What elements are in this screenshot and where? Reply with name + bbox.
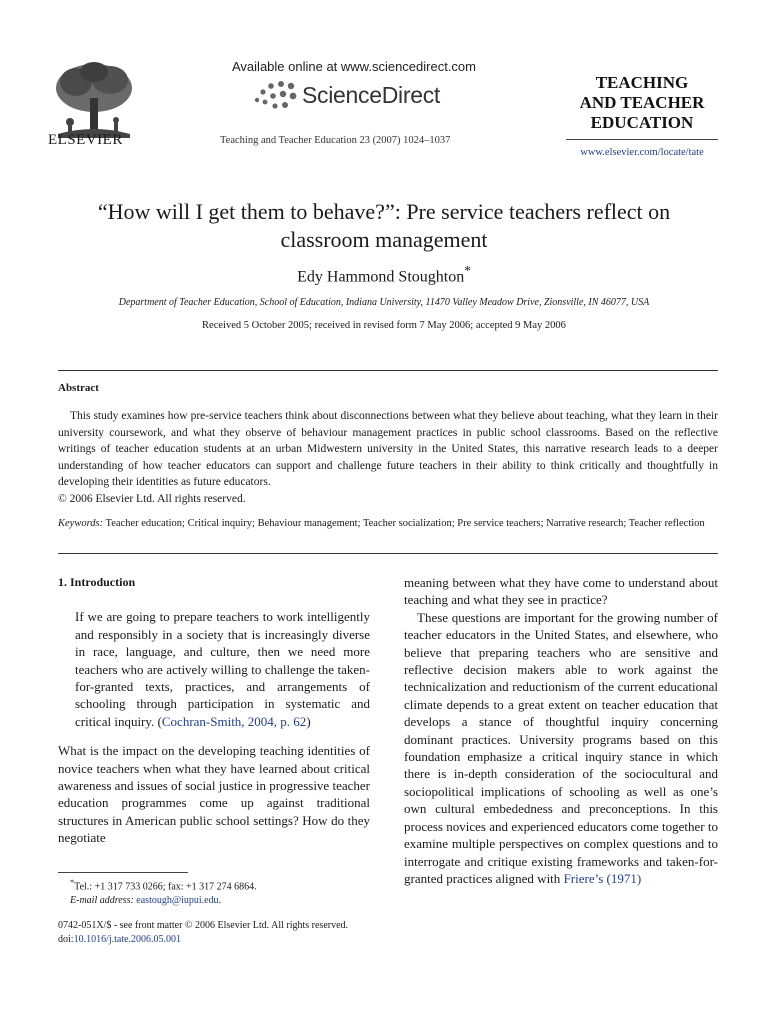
- block-quote: [75, 608, 370, 730]
- author-footnote-mark: *: [464, 263, 471, 278]
- paper-title: [40, 198, 728, 254]
- available-online-text: Available online at www.sciencedirect.com: [232, 59, 476, 74]
- front-matter-info: [58, 919, 558, 947]
- sciencedirect-wordmark: ScienceDirect: [302, 82, 440, 108]
- keywords-text: Teacher education; Critical inquiry; Behaviour management; Teacher socialization; Pre service teachers; Narrative research; Teacher reflection: [105, 518, 705, 529]
- issn-line: 0742-051X/$ - see front matter © 2006 Elsevier Ltd. All rights reserved.: [58, 920, 349, 931]
- journal-title-line: TEACHING: [595, 73, 689, 92]
- footnote-tel: Tel.: +1 317 733 0266; fax: +1 317 274 6864.: [74, 881, 257, 893]
- footnote: [58, 876, 388, 908]
- abstract-body: [58, 408, 718, 507]
- quote-citation-link[interactable]: Cochran-Smith, 2004, p. 62: [161, 713, 307, 729]
- left-column: [58, 574, 370, 847]
- abstract-bottom-rule: [58, 553, 718, 554]
- quote-text: If we are going to prepare teachers to work intelligently and responsibly in a society that is increasingly diverse in race, language, and culture, then we need more teachers who are actively willing to challenge the taken-for-granted texts, practices, and arrangements of schooling through participation in systematic and critical inquiry. (: [75, 609, 370, 729]
- email-label: E-mail address:: [70, 895, 134, 907]
- intro-paragraph-continued: meaning between what they have come to understand about teaching and what they see in practice?: [404, 575, 718, 608]
- journal-url-link[interactable]: www.elsevier.com/locate/tate: [580, 147, 704, 158]
- doi-line: [58, 933, 558, 947]
- right-column: [404, 574, 718, 887]
- footnote-rule: [58, 872, 188, 873]
- friere-citation-link[interactable]: Friere’s (1971): [563, 870, 642, 886]
- elsevier-tree-logo: [48, 60, 140, 142]
- footnote-contact: [58, 876, 388, 894]
- intro-paragraph: What is the impact on the developing teaching identities of novice teachers when what they have learned about critical awareness and issues of social justice in progressive teacher education programmes come up against traditional structures in American public school settings? How do they negotiate: [58, 743, 370, 846]
- abstract-text: This study examines how pre-service teachers think about disconnections between what they believe about teaching, what they learn in their university coursework, and what they observe of behaviour management practices in public school classrooms. Based on the reflective writings of teacher education students at an urban Midwestern university in the United States, this narrative research leads to a deeper understanding of how teacher educators can support and challenge future teachers in their ability to think critically and thoughtfully in developing their identities as future educators.: [58, 410, 718, 488]
- quote-close: ): [306, 713, 311, 729]
- abstract-top-rule: [58, 370, 718, 371]
- email-period: .: [218, 895, 222, 907]
- keywords-label: Keywords:: [58, 518, 104, 529]
- footnote-email: [58, 894, 388, 908]
- author-affiliation: Department of Teacher Education, School of Education, Indiana University, 11470 Valley Meadow Drive, Zionsville, IN 46077, USA: [118, 297, 650, 308]
- author-name-text: Edy Hammond Stoughton: [297, 268, 465, 286]
- doi-label: doi:: [58, 934, 74, 945]
- journal-title-line: EDUCATION: [590, 113, 694, 132]
- section-heading: 1. Introduction: [58, 575, 136, 589]
- keywords: [58, 516, 718, 531]
- author-name: [40, 263, 728, 286]
- sciencedirect-dots-icon: [253, 80, 299, 112]
- body-paragraph: [404, 609, 718, 888]
- journal-title: [566, 73, 718, 133]
- publisher-name: ELSEVIER: [48, 132, 123, 148]
- abstract-copyright: © 2006 Elsevier Ltd. All rights reserved.: [58, 492, 246, 505]
- journal-title-divider: [566, 139, 718, 140]
- journal-title-line: AND TEACHER: [579, 93, 705, 112]
- abstract-heading: Abstract: [58, 382, 99, 394]
- journal-citation: Teaching and Teacher Education 23 (2007) 1024–1037: [220, 135, 451, 146]
- footnote-mark: *: [70, 878, 75, 887]
- paper-title-line: classroom management: [280, 227, 488, 252]
- received-dates: Received 5 October 2005; received in revised form 7 May 2006; accepted 9 May 2006: [202, 320, 566, 331]
- doi-link[interactable]: 10.1016/j.tate.2006.05.001: [73, 934, 182, 945]
- paper-title-line: “How will I get them to behave?”: Pre service teachers reflect on: [97, 199, 671, 224]
- body-paragraph-text: These questions are important for the growing number of teacher educators in the United States, and elsewhere, who believe that preparing teachers who are sensitive and reflective decision makers able to work against the technicalization and reductionism of the current educational climate depends to a great extent on teacher education that develops a stance of thoughtful inquiry concerning dominant practices. University programs based on this foundation emphasize a critical inquiry stance in which there is in-depth consideration of the sociocultural and sociopolitical implications of schooling as well as one’s own cultural embededness and preconceptions. In this process novices and experienced educators come together to examine multiple perspectives on complex questions and to interrogate and critique existing frameworks and taken-for-granted practices aligned with: [404, 609, 718, 886]
- email-link[interactable]: eastough@iupui.edu: [136, 895, 219, 907]
